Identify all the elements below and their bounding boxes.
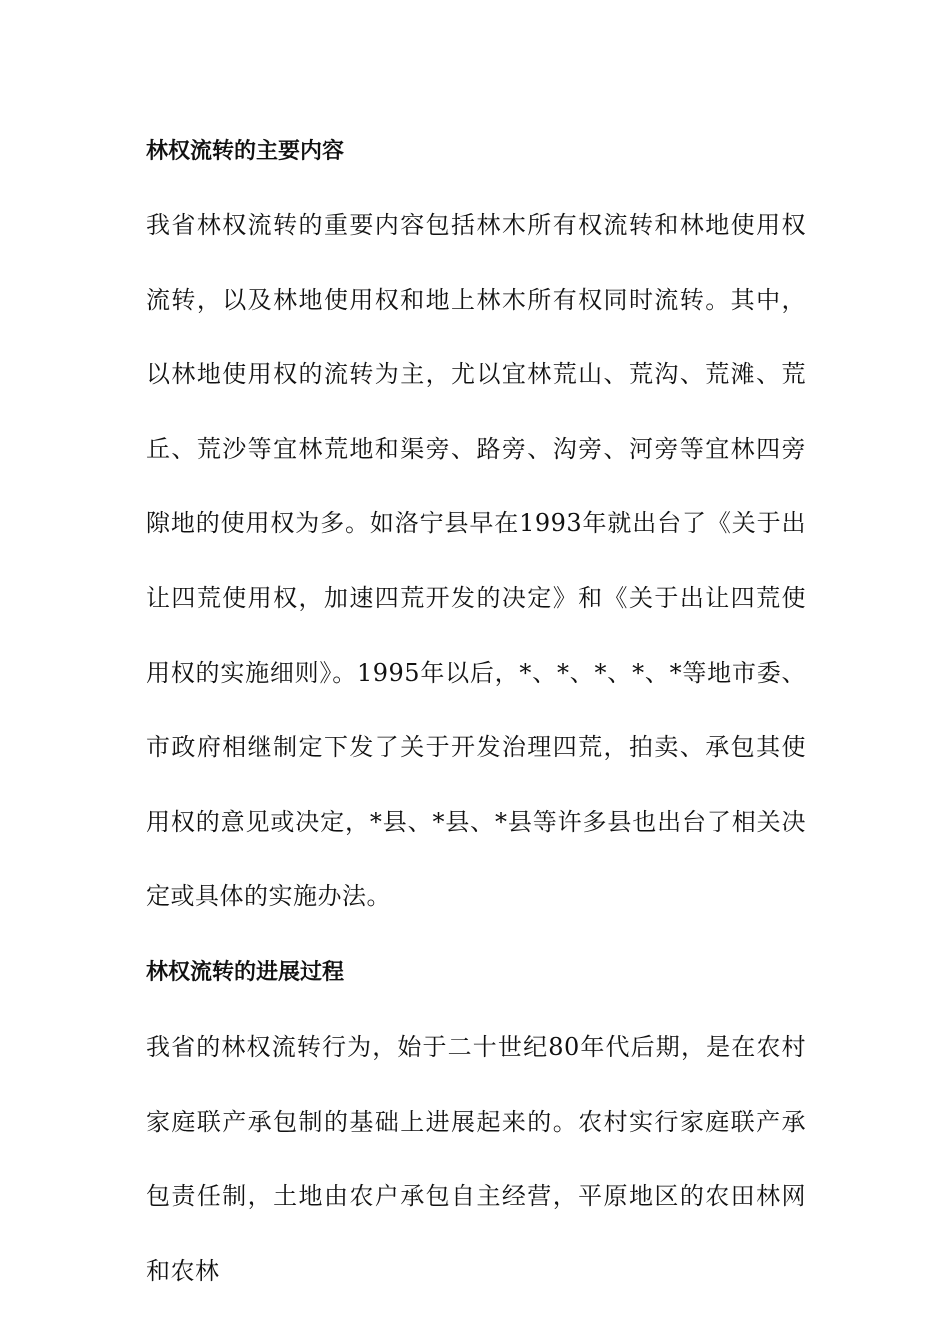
section-paragraph-main-content: 我省林权流转的重要内容包括林木所有权流转和林地使用权流转，以及林地使用权和地上林木所有权同时流转。其中，以林地使用权的流转为主，尤以宜林荒山、荒沟、荒滩、荒丘、荒沙等宜林荒地和渠旁、路旁、沟旁、河旁等宜林四旁隙地的使用权为多。如洛宁县早在1993年就出台了《关于出让四荒使用权，加速四荒开发的决定》和《关于出让四荒使用权的实施细则》。1995年以后，*、*、*、*、*等地市委、市政府相继制定下发了关于开发治理四荒，拍卖、承包其使用权的意见或决定，*县、*县、*县等许多县也出台了相关决定或具体的实施办法。 (146, 211, 806, 911)
section-paragraph-progress: 我省的林权流转行为，始于二十世纪80年代后期，是在农村家庭联产承包制的基础上进展起来的。农村实行家庭联产承包责任制，土地由农户承包自主经营，平原地区的农田林网和农林 (146, 1033, 806, 1285)
section-heading-progress: 林权流转的进展过程 (146, 959, 345, 985)
section-heading-main-content: 林权流转的主要内容 (146, 138, 345, 164)
